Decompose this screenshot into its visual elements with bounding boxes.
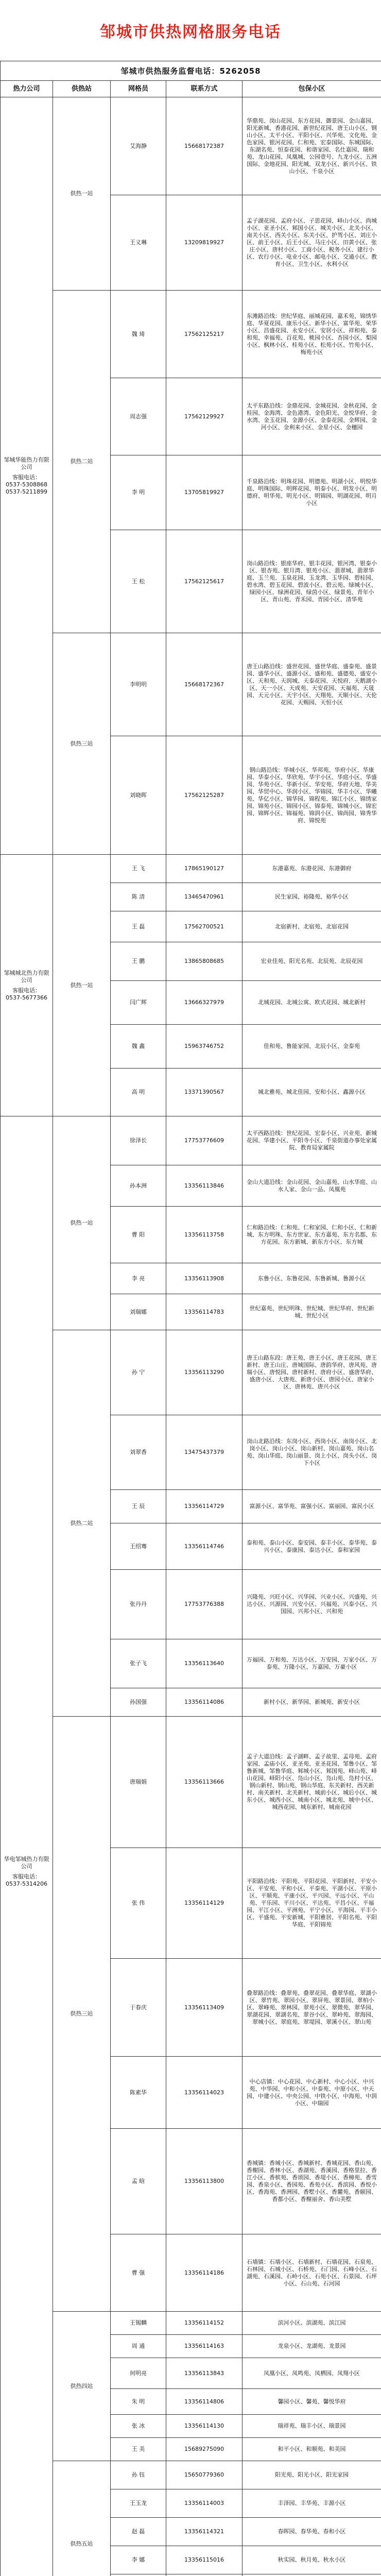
grid-member-areas: 孟子大道沿线：孟子湖畔、孟子故里、孟母苑、孟府家园、孟庙小区、亚圣苑、亚圣花园、邹鲁小区、邹鲁新城、邹鲁华庭、邾城小区、邾国苑、峄山苑、峄山花园、峄阳小区、凫山小区、凫山苑、凫村小区、钢山新村、钢山苑、钢山华庭、东关新村、西关新村、南关新村、北关新村、城前小区、城后小区、城东小区、城西小区、城南小区、城北苑、城中小区、城西花园、城东新村、城南花园 — [243, 1717, 381, 1848]
grid-member-name: 王锡麟 — [111, 2312, 166, 2335]
grid-member-areas: 瑞祥苑、瑞丰小区、瑞景园 — [243, 2415, 381, 2438]
grid-member-areas: 凤凰小区、凤鸣苑、凤栖园、凤翔小区 — [243, 2358, 381, 2389]
grid-member-name: 刘瑞娜 — [111, 1294, 166, 1330]
grid-member-name: 赵 磊 — [111, 2518, 166, 2546]
grid-member-name: 王 美 — [111, 2438, 166, 2461]
grid-member-name: 李 明 — [111, 455, 166, 530]
supervision-row — [1, 61, 381, 81]
grid-member-phone: 13356113908 — [166, 1263, 243, 1294]
grid-member-phone: 13356114152 — [166, 2312, 243, 2335]
grid-member-phone: 13356113843 — [166, 2358, 243, 2389]
grid-member-name: 王 磊 — [111, 911, 166, 942]
grid-member-areas: 叠翠路沿线：叠翠苑、叠翠花园、叠翠华庭、翠湖小区、翠竹苑、翠园小区、翠屏苑、翠景园、翠柏小区、翠峰苑、翠林园、翠苑小区、翠微苑、翠华园、翠湖花园、翠湖名苑、翠谷小区、翠岭苑、翠海园、翠城小区、翠庭苑、翠堤园、翠溪小区、翠山苑 — [243, 1959, 381, 2057]
station-cell: 供热二站 — [53, 291, 111, 633]
grid-member-name: 孟 晗 — [111, 2129, 166, 2234]
table-row — [1, 291, 381, 378]
grid-member-areas: 东港嘉苑、东港花园、东港御府 — [243, 855, 381, 883]
table-row — [1, 633, 381, 736]
station-cell: 供热一站 — [53, 97, 111, 291]
company-name: 邹城华能热力有限公司 — [4, 456, 49, 470]
grid-member-phone: 17753776388 — [166, 1570, 243, 1639]
table-row — [1, 97, 381, 195]
company-service-label: 客服电话： — [12, 1873, 41, 1880]
grid-member-areas: 民生家园、裕隆苑、裕华小区 — [243, 883, 381, 911]
table-row — [1, 2312, 381, 2335]
table-row — [1, 855, 381, 883]
grid-member-phone: 13356113290 — [166, 1330, 243, 1415]
grid-member-phone: 13356113758 — [166, 1207, 243, 1263]
grid-member-name: 张 冰 — [111, 2415, 166, 2438]
grid-member-phone: 17865190127 — [166, 855, 243, 883]
grid-member-areas: 新村小区、新华园、新城苑、新安小区 — [243, 1688, 381, 1717]
header-company: 热力公司 — [1, 81, 53, 97]
header-station: 供热站 — [53, 81, 111, 97]
grid-member-areas: 岗山北路沿线：东岗小区、西岗小区、南岗小区、北岗小区、岗山小区、岗山新村、岗山嘉苑、岗山名苑、岗山华庭、岗山丽景、岗上小区、岗头小区、岗下小区 — [243, 1415, 381, 1490]
table-row — [1, 1717, 381, 1848]
grid-member-phone: 17562700521 — [166, 911, 243, 942]
table-row — [1, 1116, 381, 1165]
grid-member-areas: 东鲁小区、东鲁花园、东鲁新城、鲁源小区 — [243, 1263, 381, 1294]
grid-member-name — [111, 2574, 166, 2576]
grid-member-areas: 和平小区、和顺苑、和美园 — [243, 2438, 381, 2461]
grid-member-name: 曹 强 — [111, 2234, 166, 2312]
grid-member-areas: 太平西路沿线：世纪花园、宏泰小区、兴业苑、新城花园、华建小区、平阳寺小区、千泉街道办事处家属院、教育局家属院 — [243, 1116, 381, 1165]
grid-member-name: 孙本洲 — [111, 1165, 166, 1207]
grid-member-name: 孙国强 — [111, 1688, 166, 1717]
company-name: 邹城城北热力有限公司 — [4, 969, 49, 984]
grid-member-areas: 宏业佳苑、阳光名苑、北辰苑、北辰花园 — [243, 942, 381, 981]
station-cell: 供热五站 — [53, 2461, 111, 2576]
grid-member-areas: 孟子湖花园、孟府小区、子思花园、峄山小区、尚城小区、亚圣小区、邾国小区、城关小区、北关小区、南关小区、西关小区、东关小区、护驾小区、刘庄小区、前王小区、后王小区、马庄小区、田黄小区、张庄小区、唐村小区、工商小区、税务小区、建行小区、农行小区、电业小区、邮电小区、交通小区、教育小区、卫生小区、水利小区 — [243, 195, 381, 291]
grid-member-name: 曹 阳 — [111, 1207, 166, 1263]
grid-member-name: 李明明 — [111, 633, 166, 736]
grid-member-areas: 滨河小区、滨湖苑、滨江园 — [243, 2312, 381, 2335]
company-cell — [1, 855, 53, 1116]
grid-member-name: 于春庆 — [111, 1959, 166, 2057]
header-areas: 包保小区 — [243, 81, 381, 97]
company-service-label: 客服电话： — [12, 473, 41, 481]
grid-member-phone: 13465470961 — [166, 883, 243, 911]
grid-member-phone: 13356114163 — [166, 2335, 243, 2358]
grid-member-areas: 华鼎苑、岗山花园、东方花园、御景园、金山嘉园、阳光新城、香港花园、新世纪花园、唐王山小区、钢山小区、太平小区、平阳小区、兴华苑、文化苑、金色家园、银河花园、仁和苑、宏泰国际、东城国际、东湖名苑、恒泰花园、和谐家园、名仕嘉园、瑞和苑、龙山花园、凤凰城、公园壹号、九龙小区、五洲国际、金地花园、阳光城、双龙小区、新兴小区、铁山小区、千泉小区 — [243, 97, 381, 195]
station-cell: 供热一站 — [53, 855, 111, 1116]
grid-member-areas: 仁和路沿线：仁和苑、仁和家园、仁和小区、仁和新城、东方明珠、东方世家、东方嘉苑、东方名都、东方花园、东方新城、新东方小区、东方城 — [243, 1207, 381, 1263]
grid-member-phone: 15650779360 — [166, 2461, 243, 2489]
grid-member-areas: 城北雅苑、城北佳园、安和小区、鑫源小区 — [243, 1069, 381, 1116]
station-cell: 供热四站 — [53, 2312, 111, 2461]
grid-member-name: 唐瑞娟 — [111, 1717, 166, 1848]
company-service-label: 客服电话： — [12, 987, 41, 994]
grid-member-phone: 13356113666 — [166, 1717, 243, 1848]
grid-member-name: 王绍骞 — [111, 1523, 166, 1570]
station-cell: 供热一站 — [53, 1116, 111, 1330]
grid-member-phone: 15689275090 — [166, 2438, 243, 2461]
grid-member-phone: 13666327979 — [166, 981, 243, 1025]
grid-member-areas: 富源小区、富华苑、富强小区、富丽园、富民小区 — [243, 1490, 381, 1523]
grid-member-name: 刘晓晖 — [111, 736, 166, 855]
grid-member-phone: 13356114729 — [166, 1490, 243, 1523]
grid-member-phone: 13371390567 — [166, 1069, 243, 1116]
company-name: 华电邹城热力有限公司 — [4, 1855, 49, 1870]
grid-member-areas: 春晖园、春华苑、春和小区 — [243, 2518, 381, 2546]
grid-member-name: 李 亮 — [111, 1263, 166, 1294]
grid-member-areas: 馨园小区、馨苑、馨悦华府 — [243, 2389, 381, 2415]
grid-member-phone: 13356114783 — [166, 1294, 243, 1330]
grid-member-name: 魏 琦 — [111, 291, 166, 378]
grid-member-name: 王义琳 — [111, 195, 166, 291]
grid-service-table — [0, 61, 381, 2576]
company-service-phone: 0537-5314206 — [6, 1880, 47, 1887]
grid-member-areas: 平阳路沿线：平阳苑、平阳花园、平阳新村、平安小区、平安苑、平和小区、平泰苑、平湖小区、平原小区、平顺苑、平康小区、平兴园、平远小区、平山苑、平乐园、平川小区、平达苑、平昌小区、平福园、平江小区、平洲苑、平宁小区、平海园、平丰小区、平盛苑、平安新城、平阳雅居、平阳名苑、平阳华庭、平阳锦苑 — [243, 1848, 381, 1959]
grid-member-phone: 13475437379 — [166, 1415, 243, 1490]
grid-member-phone: 13356113800 — [166, 2129, 243, 2234]
grid-member-phone: 13356113846 — [166, 1165, 243, 1207]
grid-member-areas: 唐王山路沿线：盛世花园、盛世华庭、盛泰苑、盛景园、盛华小区、盛源小区、盛和苑、盛德苑、盛安小区、天和苑、天润城、天泰花园、天悦府、天鹅湖小区、天一小区、天成苑、天安花园、天福苑、天晟园、天元小区、天宇小区、天翔苑、天顺小区、天伦花园、天赐园、天恒小区 — [243, 633, 381, 736]
company-service-phone: 0537-5677366 — [6, 994, 47, 1001]
grid-member-name: 王 辰 — [111, 1490, 166, 1523]
grid-member-phone: 15668172387 — [166, 97, 243, 195]
grid-member-phone: 13356114321 — [166, 2518, 243, 2546]
table-body — [1, 97, 381, 2576]
grid-member-phone: 15668172367 — [166, 633, 243, 736]
grid-member-areas: 钢山路沿线：华城小区、华邦苑、华府小区、华康园、华泰小区、华欣苑、华宇小区、华庭小区、华盛园、华苑小区、华新小区、华安苑、华府天地、华美园、华贸中心、华润小区、华锦园、华丰小区、华曦苑、华亿小区、锦华园、锦程苑、锦江小区、锦绣家园、锦苑小区、锦园小区、锦泰苑、锦城小区、锦宏园、锦辉小区、锦福苑、锦润小区、锦尚园、锦秀华府、锦悦苑 — [243, 736, 381, 855]
grid-member-name: 朱 明 — [111, 2389, 166, 2415]
grid-member-phone: 17753776609 — [166, 1116, 243, 1165]
grid-member-name: 何明亮 — [111, 2358, 166, 2389]
grid-member-phone: 17562125617 — [166, 530, 243, 633]
grid-member-areas: 北宿新村、北宿苑、北宿花园 — [243, 911, 381, 942]
grid-member-name: 王 飞 — [111, 855, 166, 883]
grid-member-areas: 中心店镇：中心花园、中心新村、中心小区、中兴苑、中华园、中和小区、中泰苑、中原小区、中天园、中建小区、中央公园、中铁小区、中海苑、中润小区、中瑞园 — [243, 2057, 381, 2129]
grid-member-phone — [166, 2574, 243, 2576]
grid-member-phone: 13356113409 — [166, 1959, 243, 2057]
grid-member-areas: 阳光苑、阳光小区、阳光家园 — [243, 2461, 381, 2489]
grid-member-name: 王 鹏 — [111, 942, 166, 981]
grid-member-name: 刘翠香 — [111, 1415, 166, 1490]
grid-member-name: 王玉龙 — [111, 2489, 166, 2518]
grid-member-phone: 17562125287 — [166, 736, 243, 855]
grid-member-areas — [243, 2574, 381, 2576]
grid-member-areas: 石墙镇：石墙小区、石墙新村、石墙花园、石泉苑、石林园、石城小区、石桥苑、石门园、石峰小区、石湖苑、石溪园、石岭小区、石苑小区、石景园、石坪小区、石山苑、石河园 — [243, 2234, 381, 2312]
grid-member-name: 魏 鑫 — [111, 1025, 166, 1069]
station-cell: 供热二站 — [53, 1330, 111, 1717]
grid-member-areas: 东滩路沿线：世纪华庭、丽城花园、嘉禾苑、锦绣华庭、华夏花园、康乐小区、新华小区、富华苑、荣华小区、昌盛花园、永安小区、安居小区、祥和苑、泰和苑、幸福苑、百花苑、桃园小区、杏园小区、梨园小区、枫林小区、桂苑小区、松苑小区、竹苑小区、梅苑小区 — [243, 291, 381, 378]
company-cell — [1, 1116, 53, 2576]
grid-member-phone: 13356114023 — [166, 2057, 243, 2129]
grid-member-name: 孙 宁 — [111, 1330, 166, 1415]
grid-member-phone: 17562129927 — [166, 378, 243, 455]
grid-member-name: 陈 清 — [111, 883, 166, 911]
grid-member-name: 徐泽长 — [111, 1116, 166, 1165]
header-grid-member: 网格员 — [111, 81, 166, 97]
grid-member-phone: 13356114129 — [166, 1848, 243, 1959]
grid-member-areas: 唐王山路东段：唐王苑、唐王小区、唐王花园、唐王新村、唐王山庄、唐城国际、唐韵华府、唐风苑、唐瑞小区、唐悦园、唐村新村、唐府小区、盛唐华府、盛唐小区、大唐苑、新唐小区、唐园小区、唐家小区、唐林苑、唐兴小区 — [243, 1330, 381, 1415]
grid-member-name: 张丹丹 — [111, 1570, 166, 1639]
grid-member-phone: 13705819927 — [166, 455, 243, 530]
grid-member-name: 高 明 — [111, 1069, 166, 1116]
grid-member-phone: 17562125217 — [166, 291, 243, 378]
grid-member-name: 周 通 — [111, 2335, 166, 2358]
grid-member-areas: 秋实园、秋月苑、秋水小区 — [243, 2546, 381, 2574]
grid-member-name: 周志强 — [111, 378, 166, 455]
header-phone: 联系方式 — [166, 81, 243, 97]
grid-member-phone: 15963746752 — [166, 1025, 243, 1069]
grid-member-phone: 13356115016 — [166, 2546, 243, 2574]
grid-member-areas: 龙泉小区、龙湖苑、龙景园 — [243, 2335, 381, 2358]
station-cell: 供热三站 — [53, 633, 111, 855]
grid-member-phone: 13356114746 — [166, 1523, 243, 1570]
grid-member-areas: 兴隆苑、兴旺小区、兴华园、兴业小区、兴盛苑、兴达小区、兴源园、兴安小区、兴福苑、兴泰小区、兴国园、兴邦小区、兴和苑 — [243, 1570, 381, 1639]
company-cell — [1, 97, 53, 855]
grid-member-areas: 千泉路沿线：明珠花园、明德苑、明湖小区、明悦华庭、明珠国际、明辉花园、明泰小区、明发小区、明德府、明华苑、明光小区、明锦园、明湖花园、明月小区 — [243, 455, 381, 530]
grid-member-phone: 13356114806 — [166, 2389, 243, 2415]
grid-member-phone: 13356114003 — [166, 2489, 243, 2518]
company-service-phone: 0537-5308868 — [6, 481, 47, 488]
grid-member-areas: 香城镇：香城小区、香城新村、香城花园、香山苑、香榭园、香林小区、香湖苑、香溪园、香格里拉、香江小区、香槟苑、香颂园、香堤小区、香樟苑、香雪园、香泉小区、香园苑、香苑小区、香滨园、香悦小区、香海苑、香洲园、香墅小区、香麓苑、香颐园、香都小区、香榭丽舍、香山美墅 — [243, 2129, 381, 2234]
grid-member-phone: 13209819927 — [166, 195, 243, 291]
grid-member-name: 艾海静 — [111, 97, 166, 195]
grid-member-phone: 13356114186 — [166, 2234, 243, 2312]
grid-member-areas: 丰泽园、丰华苑、丰源小区 — [243, 2489, 381, 2518]
page-title: 邹城市供热网格服务电话 — [100, 23, 281, 41]
table-header — [1, 81, 381, 97]
grid-member-phone: 13356114130 — [166, 2415, 243, 2438]
grid-member-name: 陈素华 — [111, 2057, 166, 2129]
station-cell: 供热三站 — [53, 1717, 111, 2312]
grid-member-name: 孙 钰 — [111, 2461, 166, 2489]
table-row — [1, 2461, 381, 2489]
grid-member-name: 李 娜 — [111, 2546, 166, 2574]
company-service-phone: 0537-5211899 — [6, 488, 47, 495]
grid-member-phone: 13356113640 — [166, 1639, 243, 1688]
grid-member-areas: 太平东路沿线：金鼎花园、金城花园、金秋花园、金桂园、金海湾、金色港湾、金色阳光、金悦华府、金水湾、金玉花园、金源小区、金泰花园、金辉园、金河小区、金利来小区、金星小区、金穗园 — [243, 378, 381, 455]
table-row — [1, 1330, 381, 1415]
grid-member-areas: 泰和苑、泰山小区、泰安园、泰丰小区、泰华苑、泰兴小区、泰康园、泰达小区、泰和家园 — [243, 1523, 381, 1570]
grid-member-areas: 北城花园、北城公寓、欧式花园、城北新村 — [243, 981, 381, 1025]
grid-member-name: 张 伟 — [111, 1848, 166, 1959]
grid-member-phone: 13356114086 — [166, 1688, 243, 1717]
grid-member-name: 王 松 — [111, 530, 166, 633]
grid-member-areas: 岗山路沿线：银座华府、银丰花园、银河湾、银泰小区、银杏苑、银月湾、银苑小区、翡翠城、翡翠华庭、玉兰苑、玉泉花园、玉龙湾、玉华园、碧桂园、碧水湾、碧玉花园、碧波小区、碧云苑、绿城小区、绿园小区、绿洲花园、绿茵小区、绿景苑、青年小区、青山苑、青禾园、青园小区、清华苑 — [243, 530, 381, 633]
grid-member-areas: 金山大道沿线：金山花园、金山嘉苑、山水华庭、山水人家、金山一品、凤凰苑 — [243, 1165, 381, 1207]
grid-member-name: 闫广辉 — [111, 981, 166, 1025]
grid-member-areas: 万福园、万和苑、万达小区、万安园、万家小区、万泰苑、万隆小区、万嘉园、万豪小区 — [243, 1639, 381, 1688]
grid-member-name: 张子飞 — [111, 1639, 166, 1688]
grid-member-areas: 世纪嘉苑、世纪明珠、世纪城、世纪华府、世纪新城、世纪小区 — [243, 1294, 381, 1330]
grid-member-areas: 佳和苑、鲁能家园、北辰小区、金泰苑 — [243, 1025, 381, 1069]
supervision-phone: 邹城市供热服务监督电话：5262058 — [1, 61, 381, 81]
grid-member-phone: 13865808685 — [166, 942, 243, 981]
